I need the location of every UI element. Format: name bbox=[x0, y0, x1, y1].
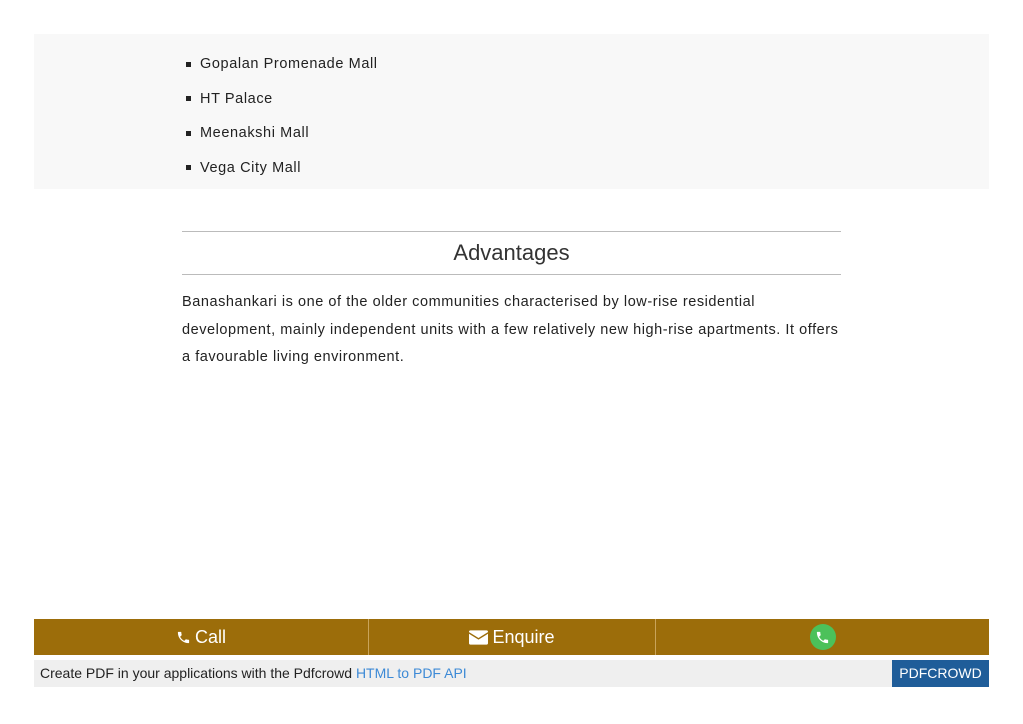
whatsapp-icon bbox=[810, 624, 836, 650]
phone-icon bbox=[176, 630, 191, 645]
action-bar bbox=[34, 619, 989, 655]
list-item bbox=[182, 89, 378, 124]
section-title: Advantages bbox=[182, 231, 841, 275]
list-item-label: Vega City Mall bbox=[200, 159, 302, 176]
advantages-section bbox=[182, 231, 841, 372]
envelope-icon bbox=[469, 630, 488, 645]
list-item bbox=[182, 54, 378, 89]
list-item bbox=[182, 123, 378, 158]
list-item-label: HT Palace bbox=[200, 90, 273, 107]
square-bullet-icon bbox=[186, 165, 191, 170]
list-item bbox=[182, 158, 378, 193]
advantages-description: Banashankari is one of the older communities characterised by low-rise residential development, mainly independent units with a few relatively new high-rise apartments. It offers a favourable living environment. bbox=[182, 294, 839, 365]
list-item-label: Meenakshi Mall bbox=[200, 125, 310, 141]
pdfcrowd-footer bbox=[34, 660, 989, 687]
nearby-malls-panel bbox=[34, 34, 989, 189]
square-bullet-icon bbox=[186, 62, 191, 67]
pdfcrowd-brand-button[interactable]: PDFCROWD bbox=[892, 660, 989, 687]
list-item-label: Gopalan Promenade Mall bbox=[200, 56, 378, 72]
square-bullet-icon bbox=[186, 131, 191, 136]
pdfcrowd-message bbox=[40, 660, 467, 687]
pdfcrowd-prefix: Create PDF in your applications with the Pdfcrowd bbox=[40, 665, 356, 681]
html-to-pdf-link[interactable]: HTML to PDF API bbox=[355, 665, 467, 681]
enquire-button[interactable] bbox=[369, 619, 656, 655]
square-bullet-icon bbox=[186, 96, 191, 101]
whatsapp-button[interactable] bbox=[656, 619, 989, 655]
enquire-button-label: Enquire bbox=[492, 626, 555, 647]
nearby-malls-list bbox=[182, 54, 378, 192]
call-button[interactable] bbox=[34, 619, 369, 655]
call-button-label: Call bbox=[194, 626, 226, 647]
